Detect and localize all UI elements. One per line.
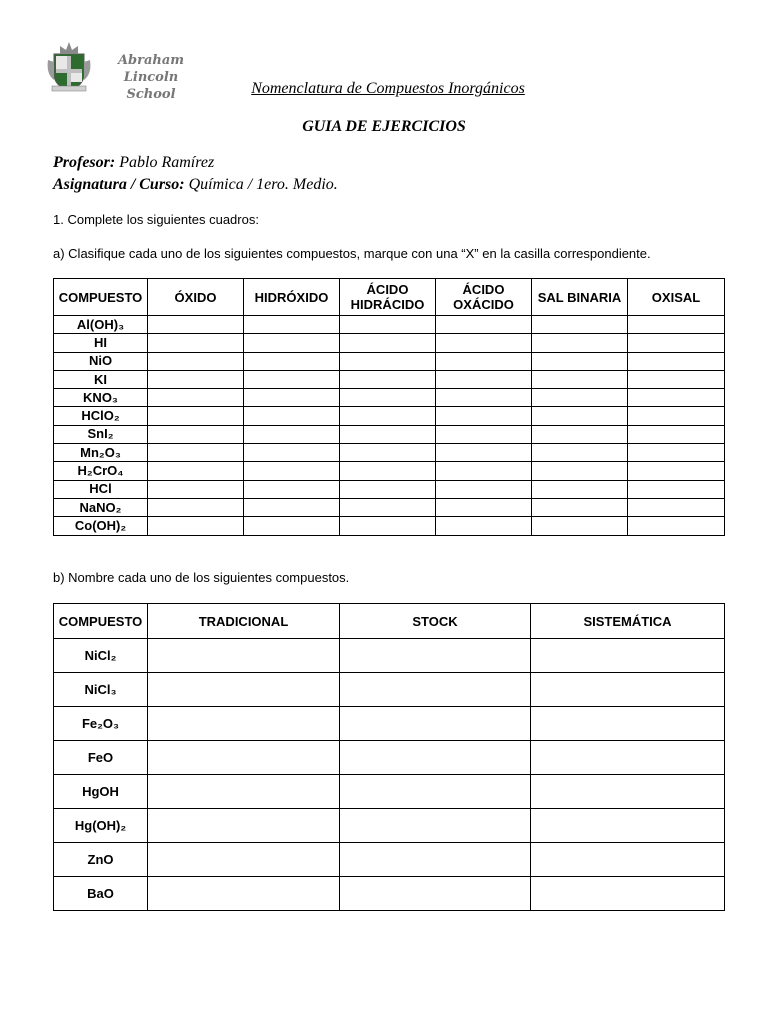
classification-answer-cell[interactable] bbox=[340, 517, 436, 535]
nomenclature-answer-cell[interactable] bbox=[148, 741, 340, 775]
nomenclature-answer-cell[interactable] bbox=[340, 673, 531, 707]
classification-answer-cell[interactable] bbox=[628, 334, 725, 352]
classification-answer-cell[interactable] bbox=[628, 407, 725, 425]
classification-answer-cell[interactable] bbox=[340, 370, 436, 388]
classification-answer-cell[interactable] bbox=[148, 480, 244, 498]
compound-formula: NaNO₂ bbox=[54, 498, 148, 516]
table-row bbox=[54, 843, 725, 877]
nomenclature-answer-cell[interactable] bbox=[148, 673, 340, 707]
classification-answer-cell[interactable] bbox=[628, 498, 725, 516]
table-row bbox=[54, 425, 725, 443]
classification-answer-cell[interactable] bbox=[436, 352, 532, 370]
classification-answer-cell[interactable] bbox=[340, 425, 436, 443]
classification-answer-cell[interactable] bbox=[148, 517, 244, 535]
classification-answer-cell[interactable] bbox=[148, 462, 244, 480]
document-title-text: Nomenclatura de Compuestos Inorgánicos bbox=[251, 80, 525, 97]
nomenclature-answer-cell[interactable] bbox=[340, 809, 531, 843]
classification-table-header bbox=[54, 279, 725, 316]
classification-answer-cell[interactable] bbox=[340, 334, 436, 352]
classification-answer-cell[interactable] bbox=[532, 407, 628, 425]
compound-formula: FeO bbox=[54, 741, 148, 775]
nomenclature-answer-cell[interactable] bbox=[531, 775, 725, 809]
classification-answer-cell[interactable] bbox=[532, 334, 628, 352]
classification-answer-cell[interactable] bbox=[148, 407, 244, 425]
classification-answer-cell[interactable] bbox=[436, 444, 532, 462]
classification-answer-cell[interactable] bbox=[532, 352, 628, 370]
classification-header-cell: ÓXIDO bbox=[148, 279, 244, 316]
classification-answer-cell[interactable] bbox=[628, 389, 725, 407]
classification-answer-cell[interactable] bbox=[340, 389, 436, 407]
profesor-value: Pablo Ramírez bbox=[119, 154, 215, 171]
compound-formula: H₂CrO₄ bbox=[54, 462, 148, 480]
school-name-line1: Abraham Lincoln bbox=[117, 53, 185, 85]
compound-formula: Fe₂O₃ bbox=[54, 707, 148, 741]
classification-answer-cell[interactable] bbox=[628, 352, 725, 370]
table-row bbox=[54, 877, 725, 911]
classification-answer-cell[interactable] bbox=[436, 389, 532, 407]
classification-answer-cell[interactable] bbox=[628, 444, 725, 462]
nomenclature-answer-cell[interactable] bbox=[148, 877, 340, 911]
classification-answer-cell[interactable] bbox=[340, 316, 436, 334]
classification-answer-cell[interactable] bbox=[532, 389, 628, 407]
classification-answer-cell[interactable] bbox=[532, 444, 628, 462]
compound-formula: Al(OH)₃ bbox=[54, 316, 148, 334]
classification-answer-cell[interactable] bbox=[244, 334, 340, 352]
nomenclature-answer-cell[interactable] bbox=[531, 673, 725, 707]
compound-formula: KNO₃ bbox=[54, 389, 148, 407]
classification-answer-cell[interactable] bbox=[340, 407, 436, 425]
school-name-line2: School bbox=[126, 87, 176, 102]
classification-answer-cell[interactable] bbox=[340, 444, 436, 462]
classification-answer-cell[interactable] bbox=[532, 316, 628, 334]
classification-answer-cell[interactable] bbox=[148, 316, 244, 334]
classification-answer-cell[interactable] bbox=[340, 352, 436, 370]
classification-answer-cell[interactable] bbox=[244, 498, 340, 516]
classification-answer-cell[interactable] bbox=[244, 389, 340, 407]
classification-answer-cell[interactable] bbox=[244, 444, 340, 462]
nomenclature-answer-cell[interactable] bbox=[340, 707, 531, 741]
compound-formula: HCl bbox=[54, 480, 148, 498]
classification-answer-cell[interactable] bbox=[628, 462, 725, 480]
compound-formula: NiCl₂ bbox=[54, 639, 148, 673]
table-row bbox=[54, 775, 725, 809]
classification-answer-cell[interactable] bbox=[628, 425, 725, 443]
nomenclature-answer-cell[interactable] bbox=[148, 707, 340, 741]
instruction-part-b: b) Nombre cada uno de los siguientes compuestos. bbox=[53, 570, 350, 585]
compound-formula: SnI₂ bbox=[54, 425, 148, 443]
asignatura-line bbox=[53, 176, 338, 194]
classification-answer-cell[interactable] bbox=[340, 480, 436, 498]
classification-answer-cell[interactable] bbox=[532, 498, 628, 516]
compound-formula: HClO₂ bbox=[54, 407, 148, 425]
classification-answer-cell[interactable] bbox=[628, 316, 725, 334]
classification-header-cell: ÁCIDO HIDRÁCIDO bbox=[340, 279, 436, 316]
classification-answer-cell[interactable] bbox=[628, 370, 725, 388]
classification-answer-cell[interactable] bbox=[436, 480, 532, 498]
classification-header-cell: ÁCIDO OXÁCIDO bbox=[436, 279, 532, 316]
table-row bbox=[54, 707, 725, 741]
compound-formula: BaO bbox=[54, 877, 148, 911]
document-title bbox=[0, 80, 768, 98]
table-row bbox=[54, 462, 725, 480]
classification-answer-cell[interactable] bbox=[244, 352, 340, 370]
classification-answer-cell[interactable] bbox=[532, 462, 628, 480]
nomenclature-header-cell: COMPUESTO bbox=[54, 604, 148, 639]
nomenclature-header-cell: SISTEMÁTICA bbox=[531, 604, 725, 639]
asignatura-label: Asignatura / Curso: bbox=[53, 176, 185, 193]
classification-answer-cell[interactable] bbox=[244, 462, 340, 480]
compound-formula: NiO bbox=[54, 352, 148, 370]
classification-answer-cell[interactable] bbox=[532, 370, 628, 388]
nomenclature-answer-cell[interactable] bbox=[531, 809, 725, 843]
classification-answer-cell[interactable] bbox=[532, 517, 628, 535]
compound-formula: Hg(OH)₂ bbox=[54, 809, 148, 843]
asignatura-value: Química / 1ero. Medio. bbox=[188, 176, 338, 193]
classification-answer-cell[interactable] bbox=[436, 425, 532, 443]
table-row bbox=[54, 370, 725, 388]
table-row bbox=[54, 444, 725, 462]
table-row bbox=[54, 639, 725, 673]
classification-answer-cell[interactable] bbox=[436, 316, 532, 334]
instruction-part-a: a) Clasifique cada uno de los siguientes compuestos, marque con una “X” en la casilla correspondiente. bbox=[53, 246, 651, 261]
nomenclature-answer-cell[interactable] bbox=[340, 843, 531, 877]
nomenclature-answer-cell[interactable] bbox=[340, 775, 531, 809]
classification-answer-cell[interactable] bbox=[148, 370, 244, 388]
classification-answer-cell[interactable] bbox=[436, 407, 532, 425]
nomenclature-answer-cell[interactable] bbox=[340, 639, 531, 673]
classification-answer-cell[interactable] bbox=[340, 498, 436, 516]
classification-answer-cell[interactable] bbox=[436, 462, 532, 480]
nomenclature-table-header bbox=[54, 604, 725, 639]
classification-header-cell: SAL BINARIA bbox=[532, 279, 628, 316]
nomenclature-answer-cell[interactable] bbox=[148, 639, 340, 673]
table-row bbox=[54, 741, 725, 775]
table-row bbox=[54, 352, 725, 370]
nomenclature-answer-cell[interactable] bbox=[531, 639, 725, 673]
classification-answer-cell[interactable] bbox=[244, 480, 340, 498]
instruction-1: 1. Complete los siguientes cuadros: bbox=[53, 212, 259, 227]
compound-formula: Co(OH)₂ bbox=[54, 517, 148, 535]
table-row bbox=[54, 809, 725, 843]
nomenclature-table-body bbox=[54, 639, 725, 911]
nomenclature-answer-cell[interactable] bbox=[531, 843, 725, 877]
classification-answer-cell[interactable] bbox=[148, 425, 244, 443]
classification-answer-cell[interactable] bbox=[532, 480, 628, 498]
nomenclature-answer-cell[interactable] bbox=[148, 775, 340, 809]
classification-table bbox=[53, 278, 725, 536]
classification-answer-cell[interactable] bbox=[436, 498, 532, 516]
table-row bbox=[54, 480, 725, 498]
compound-formula: HI bbox=[54, 334, 148, 352]
compound-formula: ZnO bbox=[54, 843, 148, 877]
profesor-label: Profesor: bbox=[53, 154, 116, 171]
table-row bbox=[54, 498, 725, 516]
classification-answer-cell[interactable] bbox=[148, 389, 244, 407]
classification-answer-cell[interactable] bbox=[628, 480, 725, 498]
classification-answer-cell[interactable] bbox=[244, 316, 340, 334]
classification-answer-cell[interactable] bbox=[148, 498, 244, 516]
classification-answer-cell[interactable] bbox=[148, 444, 244, 462]
table-row bbox=[54, 389, 725, 407]
classification-answer-cell[interactable] bbox=[148, 334, 244, 352]
table-row bbox=[54, 334, 725, 352]
nomenclature-answer-cell[interactable] bbox=[531, 741, 725, 775]
nomenclature-answer-cell[interactable] bbox=[148, 809, 340, 843]
classification-answer-cell[interactable] bbox=[436, 370, 532, 388]
classification-answer-cell[interactable] bbox=[628, 517, 725, 535]
classification-answer-cell[interactable] bbox=[244, 425, 340, 443]
table-row bbox=[54, 407, 725, 425]
classification-answer-cell[interactable] bbox=[244, 517, 340, 535]
classification-table-body bbox=[54, 316, 725, 536]
table-row bbox=[54, 316, 725, 334]
nomenclature-header-cell: STOCK bbox=[340, 604, 531, 639]
compound-formula: HgOH bbox=[54, 775, 148, 809]
nomenclature-answer-cell[interactable] bbox=[531, 707, 725, 741]
table-row bbox=[54, 517, 725, 535]
classification-answer-cell[interactable] bbox=[148, 352, 244, 370]
nomenclature-answer-cell[interactable] bbox=[340, 877, 531, 911]
nomenclature-header-cell: TRADICIONAL bbox=[148, 604, 340, 639]
nomenclature-answer-cell[interactable] bbox=[531, 877, 725, 911]
classification-answer-cell[interactable] bbox=[436, 334, 532, 352]
classification-answer-cell[interactable] bbox=[532, 425, 628, 443]
nomenclature-answer-cell[interactable] bbox=[340, 741, 531, 775]
classification-header-cell: OXISAL bbox=[628, 279, 725, 316]
classification-answer-cell[interactable] bbox=[340, 462, 436, 480]
table-row bbox=[54, 673, 725, 707]
nomenclature-table bbox=[53, 603, 725, 911]
classification-answer-cell[interactable] bbox=[244, 407, 340, 425]
classification-answer-cell[interactable] bbox=[244, 370, 340, 388]
nomenclature-answer-cell[interactable] bbox=[148, 843, 340, 877]
compound-formula: Mn₂O₃ bbox=[54, 444, 148, 462]
profesor-line bbox=[53, 154, 214, 172]
classification-header-cell: COMPUESTO bbox=[54, 279, 148, 316]
compound-formula: KI bbox=[54, 370, 148, 388]
classification-answer-cell[interactable] bbox=[436, 517, 532, 535]
classification-header-cell: HIDRÓXIDO bbox=[244, 279, 340, 316]
compound-formula: NiCl₃ bbox=[54, 673, 148, 707]
document-subtitle: GUIA DE EJERCICIOS bbox=[302, 118, 466, 135]
